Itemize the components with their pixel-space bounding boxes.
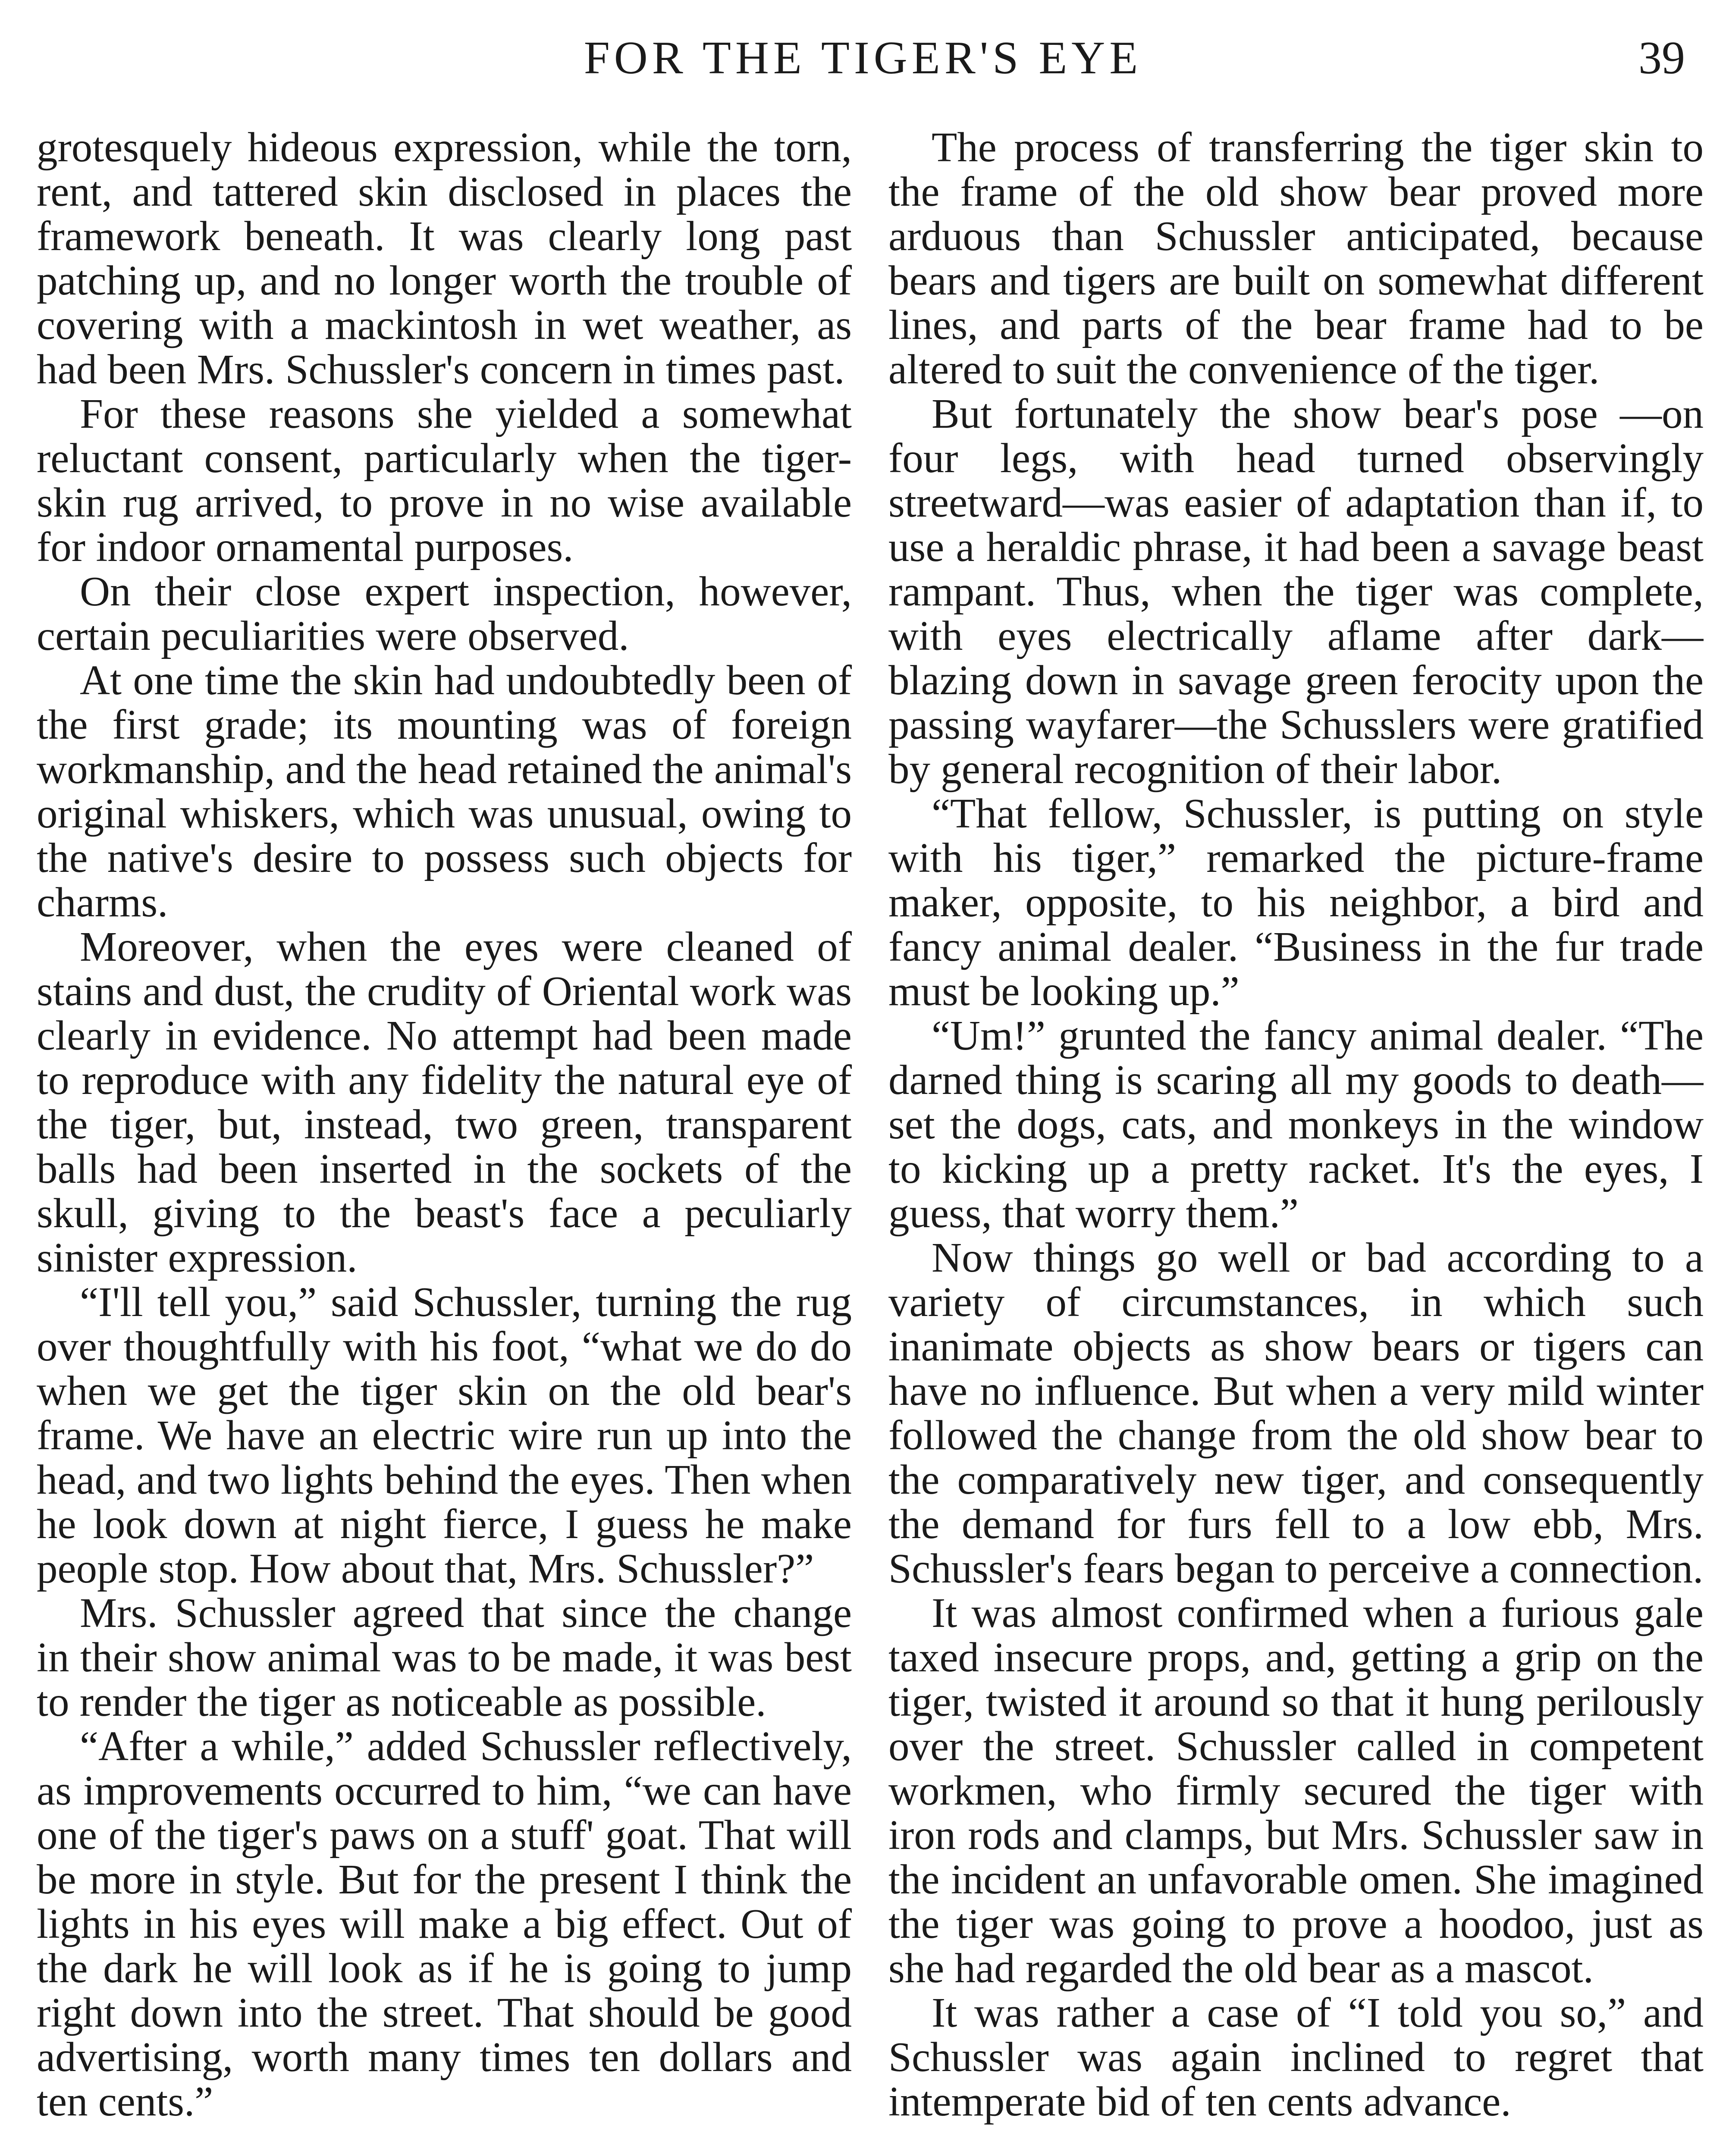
paragraph: For these reasons she yielded a somewhat reluctant consent, particularly when the tiger-skin rug arrived, to prove in no wise available for indoor ornamental purposes.	[37, 391, 852, 570]
paragraph: “Um!” grunted the fancy animal dealer. “The darned thing is scaring all my goods to death—set the dogs, cats, and monkeys in the window to kicking up a pretty racket. It's the eyes, I guess, that worry them.”	[888, 1012, 1704, 1236]
paragraph: But fortunately the show bear's pose —on four legs, with head turned observingly streetward—was easier of adaptation than if, to use a heraldic phrase, it had been a savage beast rampant. Thus, when the tiger was complete, with eyes electrically aflame after dark—blazing down in savage green ferocity upon the passing wayfarer—the Schusslers were gratified by general recognition of their labor.	[888, 391, 1704, 792]
right-column	[888, 125, 1704, 2156]
paragraph: It was rather a case of “I told you so,” and Schussler was again inclined to regret that intemperate bid of ten cents advance.	[888, 1990, 1704, 2125]
paragraph: Moreover, when the eyes were cleaned of stains and dust, the crudity of Oriental work was clearly in evidence. No attempt had been made to reproduce with any fidelity the natural eye of the tiger, but, instead, two green, transparent balls had been inserted in the sockets of the skull, giving to the beast's face a peculiarly sinister expression.	[37, 924, 852, 1281]
paragraph: “After a while,” added Schussler reflectively, as improvements occurred to him, “we can have one of the tiger's paws on a stuff' goat. That will be more in style. But for the present I think the lights in his eyes will make a big effect. Out of the dark he will look as if he is going to jump right down into the street. That should be good advertising, worth many times ten dollars and ten cents.”	[37, 1723, 852, 2125]
paragraph: “That fellow, Schussler, is putting on style with his tiger,” remarked the picture-frame maker, opposite, to his neighbor, a bird and fancy animal dealer. “Business in the fur trade must be looking up.”	[888, 790, 1704, 1014]
left-column	[37, 125, 852, 2156]
page-header	[0, 30, 1726, 103]
paragraph: “I'll tell you,” said Schussler, turning the rug over thoughtfully with his foot, “what we do do when we get the tiger skin on the old bear's frame. We have an electric wire run up into the head, and two lights behind the eyes. Then when he look down at night fierce, I guess he make people stop. How about that, Mrs. Schussler?”	[37, 1279, 852, 1592]
paragraph: It was almost confirmed when a furious gale taxed insecure props, and, getting a grip on the tiger, twisted it around so that it hung perilously over the street. Schussler called in competent workmen, who firmly secured the tiger with iron rods and clamps, but Mrs. Schussler saw in the incident an unfavorable omen. She imagined the tiger was going to prove a hoodoo, just as she had regarded the old bear as a mascot.	[888, 1590, 1704, 1991]
running-head: FOR THE TIGER'S EYE	[584, 32, 1142, 84]
paragraph: grotesquely hideous expression, while the torn, rent, and tattered skin disclosed in places the framework beneath. It was clearly long past patching up, and no longer worth the trouble of covering with a mackintosh in wet weather, as had been Mrs. Schussler's concern in times past.	[37, 125, 852, 392]
page-number: 39	[1638, 32, 1685, 84]
paragraph: The process of transferring the tiger skin to the frame of the old show bear proved more arduous than Schussler anticipated, because bears and tigers are built on somewhat different lines, and parts of the bear frame had to be altered to suit the convenience of the tiger.	[888, 125, 1704, 392]
paragraph: On their close expert inspection, however, certain peculiarities were observed.	[37, 568, 852, 659]
paragraph: Now things go well or bad according to a variety of circumstances, in which such inanimate objects as show bears or tigers can have no influence. But when a very mild winter followed the change from the old show bear to the comparatively new tiger, and consequently the demand for furs fell to a low ebb, Mrs. Schussler's fears began to perceive a connection.	[888, 1235, 1704, 1592]
paragraph: Mrs. Schussler agreed that since the change in their show animal was to be made, it was best to render the tiger as noticeable as possible.	[37, 1590, 852, 1725]
paragraph: At one time the skin had undoubtedly been of the first grade; its mounting was of foreign workmanship, and the head retained the animal's original whiskers, which was unusual, owing to the native's desire to possess such objects for charms.	[37, 657, 852, 925]
